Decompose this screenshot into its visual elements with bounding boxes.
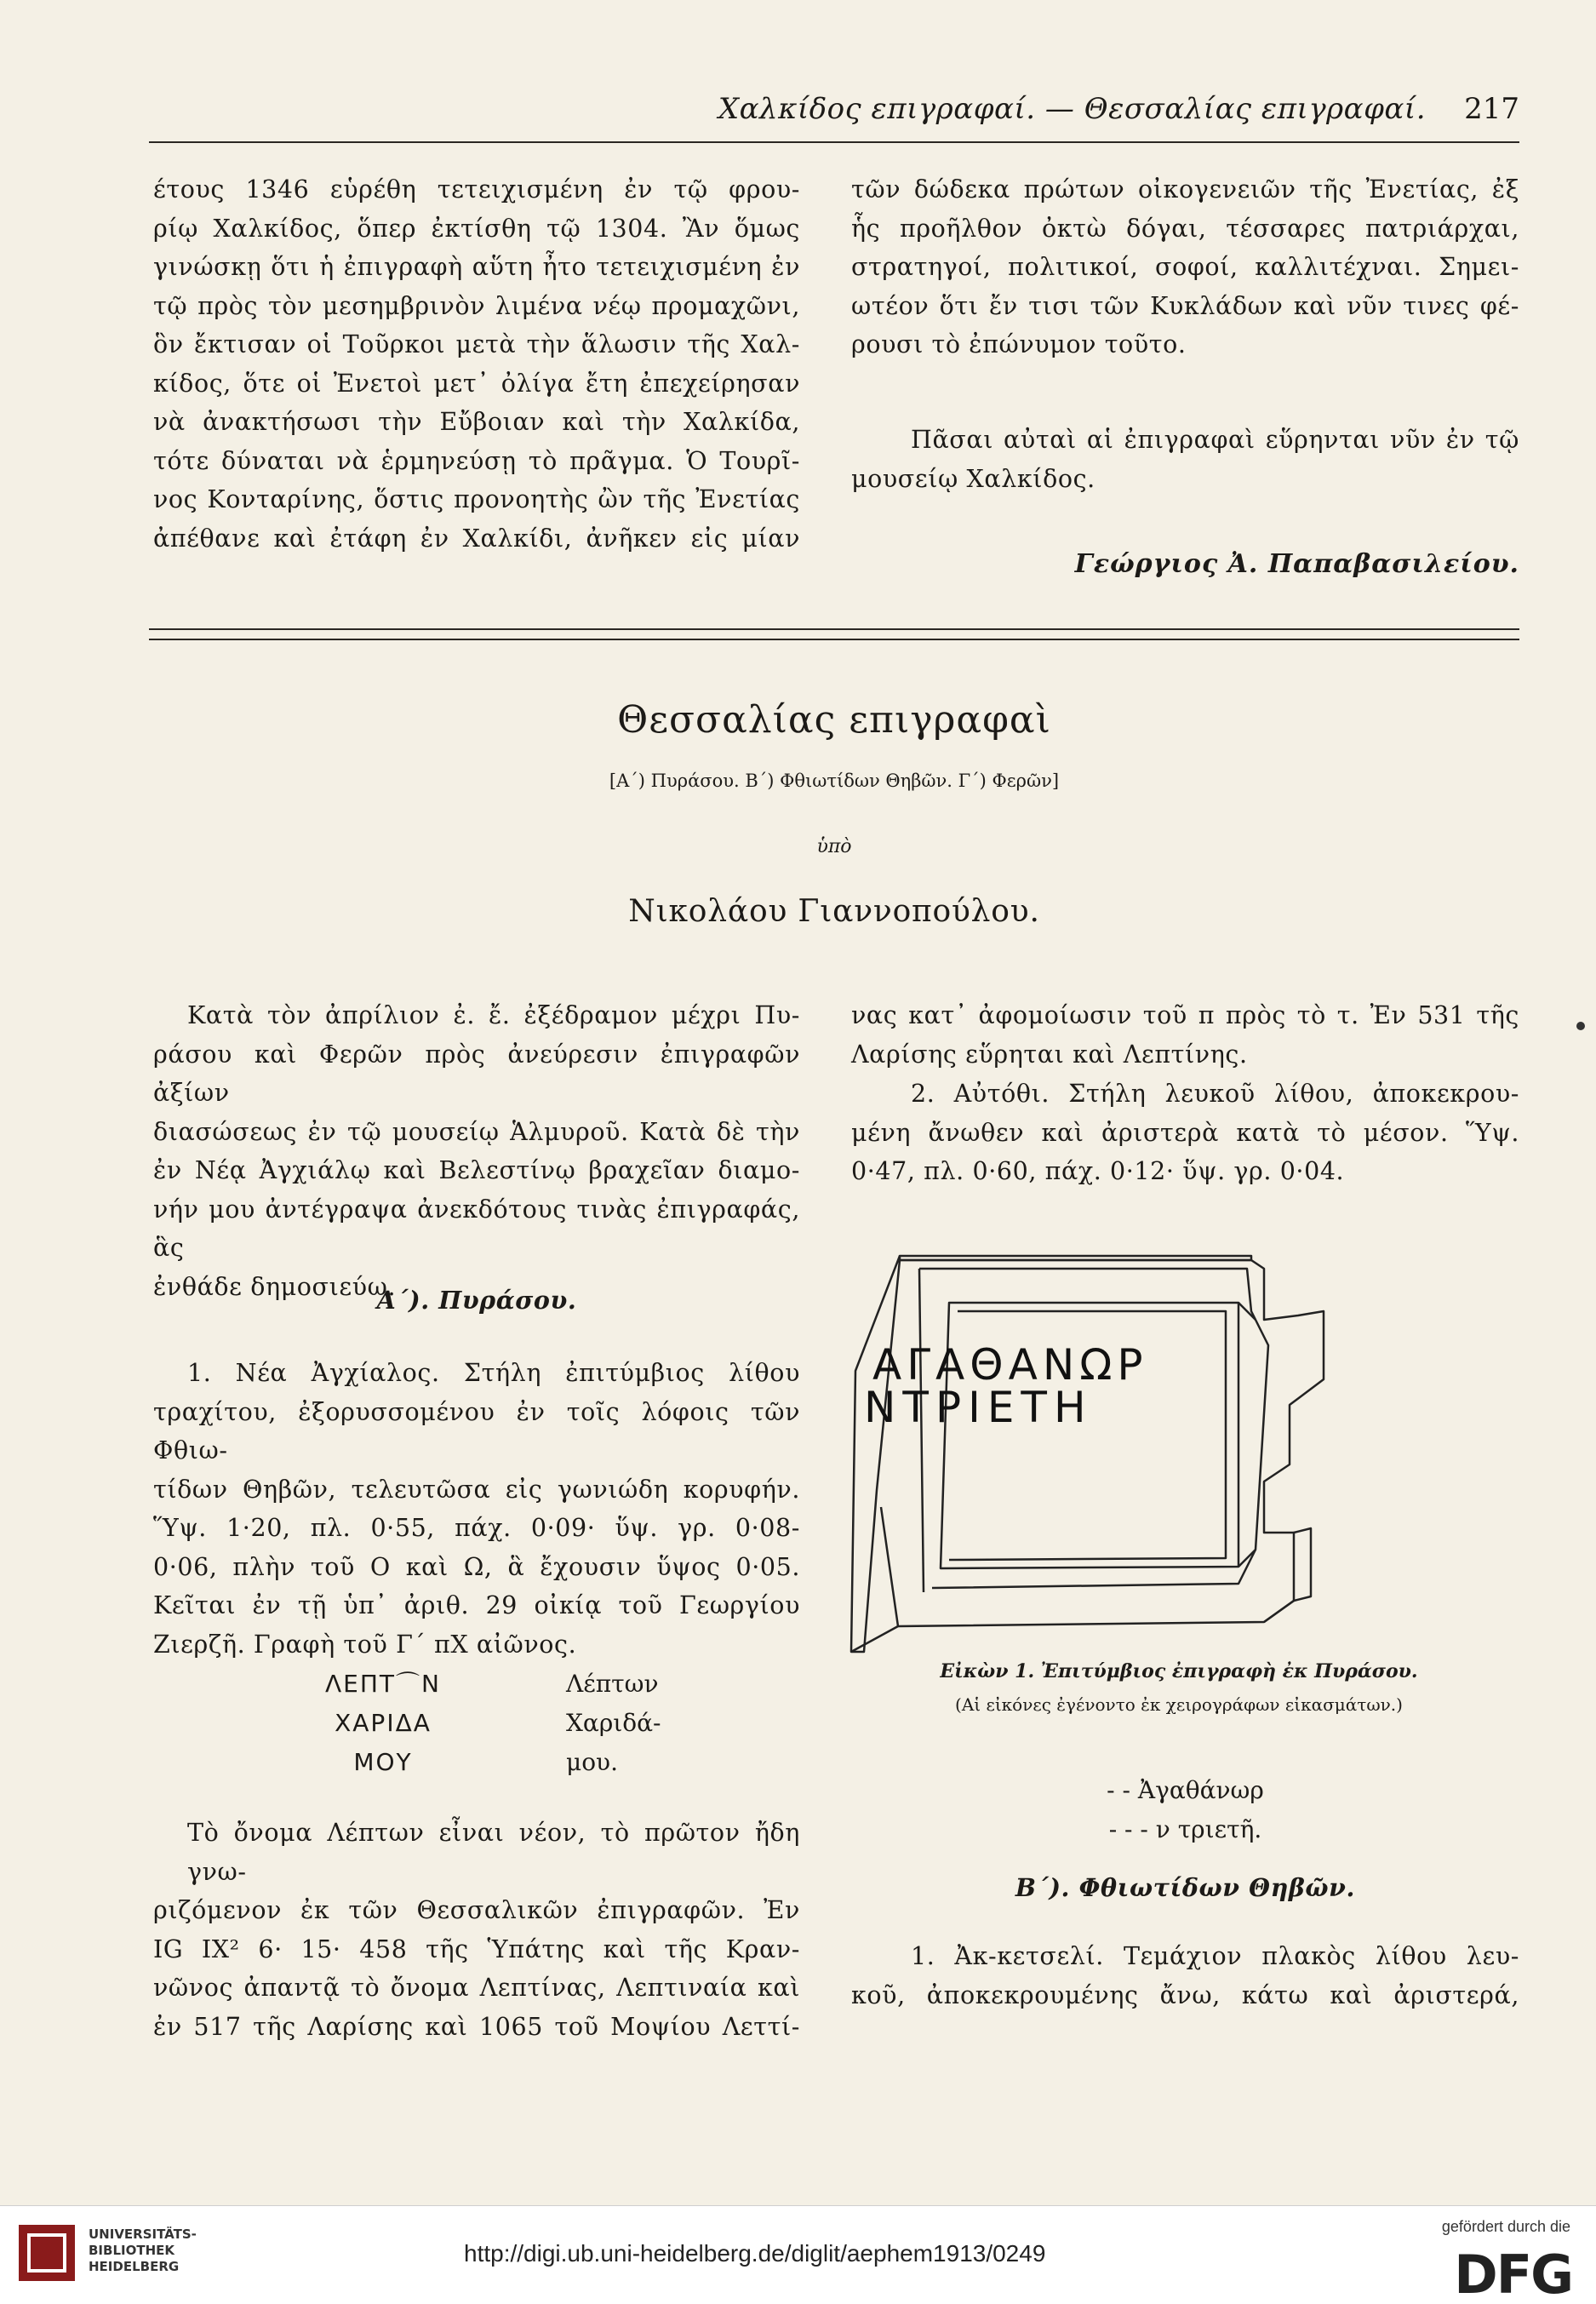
reading-line: - - - ν τριετῆ. [1108, 1815, 1262, 1843]
ink-dot [1576, 1022, 1585, 1030]
text-line: τῷ πρὸς τὸν μεσημβρινὸν λιμένα νέῳ προμαχῶνι, [153, 291, 800, 320]
article-title: Θεσσαλίας επιγραφαὶ [617, 698, 1051, 742]
text-line: ἧς προῆλθον ὀκτὼ δόγαι, τέσσαρες πατριάρχαι, [851, 214, 1519, 243]
text-line: κοῦ, ἀποκεκρουμένης ἄνω, κάτω καὶ ἀριστερά, [851, 1980, 1519, 2009]
library-name [89, 2227, 197, 2275]
text-line: μουσείῳ Χαλκίδος. [851, 464, 1095, 493]
figure-reading [851, 1771, 1519, 1849]
running-head [145, 92, 1519, 135]
text-line: γινώσκῃ ὅτι ἡ ἐπιγραφὴ αὕτη ἦτο τετειχισμένη ἐν [153, 253, 800, 281]
text-line: ράσου καὶ Φερῶν πρὸς ἀνεύρεσιν ἐπιγραφῶν ἀξίων [153, 1040, 800, 1107]
figure-note: (Αἱ εἰκόνες ἐγένοντο ἐκ χειρογράφων εἰκασμάτων.) [955, 1694, 1403, 1715]
text-line: Κατὰ τὸν ἀπρίλιον ἐ. ἔ. ἐξέδραμον μέχρι Πυ- [187, 1001, 800, 1029]
reading-line: Χαριδά- [566, 1709, 661, 1737]
text-line: κίδος, ὅτε οἱ Ἐνετοὶ μετ᾽ ὀλίγα ἔτη ἐπεχείρησαν [153, 369, 800, 398]
dfg-logo: DFG [1454, 2244, 1572, 2304]
stele-text-line-1: ΑΓΑΘΑΝΩΡ [872, 1340, 1148, 1390]
text-line: Πᾶσαι αὐταὶ αἱ ἐπιγραφαὶ εὕρηνται νῦν ἐν τῷ [911, 426, 1519, 454]
permalink-url[interactable]: http://digi.ub.uni-heidelberg.de/diglit/aephem1913/0249 [464, 2240, 1046, 2267]
figure-caption: Εἰκὼν 1. Ἐπιτύμβιος ἐπιγραφὴ ἐκ Πυράσου. [940, 1660, 1418, 1682]
text-line: νος Κονταρίνης, ὅστις προνοητὴς ὢν τῆς Ἐνετίας [153, 485, 800, 513]
page-number: 217 [1464, 92, 1519, 126]
inscription-transcription [298, 1665, 468, 1782]
text-line: Λαρίσης εὕρηται καὶ Λεπτίνης. [851, 1040, 1248, 1069]
text-line: ριζόμενον ἐκ τῶν Θεσσαλικῶν ἐπιγραφῶν. Ἐν [153, 1896, 800, 1924]
text-line: ρουσι τὸ ἐπώνυμον τοῦτο. [851, 330, 1187, 358]
entry-2 [851, 1075, 1519, 1191]
text-line: ἐνθάδε δημοσιεύω. [153, 1272, 397, 1301]
text-line: νὰ ἀνακτήσωσι τὴν Εὔβοιαν καὶ τὴν Χαλκίδα, [153, 408, 800, 436]
header-rule [149, 141, 1519, 143]
inscription-line: ΜΟΥ [353, 1748, 413, 1776]
entry-3 [851, 1937, 1519, 2015]
text-line: 0·06, πλὴν τοῦ Ο καὶ Ω, ἃ ἔχουσιν ὕψος 0·05. [153, 1552, 800, 1581]
text-line: στρατηγοί, πολιτικοί, σοφοί, καλλιτέχναι. Σημει- [851, 253, 1519, 281]
text-line: τίδων Θηβῶν, τελευτῶσα εἰς γωνιώδη κορυφήν. [153, 1475, 800, 1504]
inscription-line: ΧΑΡΙΔΑ [335, 1709, 432, 1737]
text-line: IG IX² 6· 15· 458 τῆς Ὑπάτης καὶ τῆς Κραν- [153, 1934, 800, 1963]
library-name-line: BIBLIOTHEK [89, 2243, 174, 2258]
text-line: Ζιερζῆ. Γραφὴ τοῦ Γ´ πΧ αἰῶνος. [153, 1630, 577, 1659]
top-left-column [153, 170, 800, 558]
text-line: Ὕψ. 1·20, πλ. 0·55, πάχ. 0·09· ὕψ. γρ. 0·08- [153, 1514, 800, 1542]
author-signature: Γεώργιος Ἀ. Παπαβασιλείου. [1074, 549, 1519, 579]
article-author: Νικολάου Γιαννοπούλου. [628, 894, 1040, 929]
library-name-line: UNIVERSITÄTS- [89, 2227, 197, 2242]
text-line: 1. Νέα Ἀγχίαλος. Στήλη ἐπιτύμβιος λίθου [187, 1359, 800, 1387]
text-line: τῶν δώδεκα πρώτων οἰκογενειῶν τῆς Ἐνετίας, ἐξ [851, 175, 1519, 203]
entry-1 [153, 1354, 800, 1664]
text-line: τραχίτου, ἐξορυσσομένου ἐν τοῖς λόφοις τῶν Φθιω- [153, 1397, 800, 1464]
viewer-footer [0, 2205, 1596, 2304]
funding-label: gefördert durch die [1441, 2218, 1570, 2235]
section-divider [149, 628, 1519, 640]
text-line: ἀπέθανε καὶ ἐτάφη ἐν Χαλκίδι, ἀνῆκεν εἰς μίαν [153, 524, 800, 553]
text-line: τότε δύναται νὰ ἑρμηνεύσῃ τὸ πρᾶγμα. Ὁ Τουρῖ- [153, 446, 800, 475]
text-line: ὃν ἔκτισαν οἱ Τοῦρκοι μετὰ τὴν ἅλωσιν τῆς Χαλ- [153, 330, 800, 358]
text-line: νήν μου ἀντέγραψα ἀνεκδότους τινὰς ἐπιγραφάς, ἃς [153, 1195, 800, 1262]
reading-line: - - Ἀγαθάνωρ [1107, 1776, 1264, 1804]
text-line: νῶνος ἀπαντᾷ τὸ ὄνομα Λεπτίνας, Λεπτιναία καὶ [153, 1974, 800, 2002]
stele-text-line-2: ΝΤΡΙΕΤΗ [864, 1383, 1093, 1432]
text-line: Τὸ ὄνομα Λέπτων εἶναι νέον, τὸ πρῶτον ἤδη γνω- [187, 1819, 800, 1886]
running-head-title: Χαλκίδος επιγραφαί. — Θεσσαλίας επιγραφαί. [718, 92, 1426, 126]
commentary-paragraph [153, 1814, 800, 2046]
inscription-reading [566, 1665, 661, 1782]
reading-line: Λέπτων [566, 1670, 659, 1698]
intro-paragraph [153, 996, 800, 1306]
text-line: έτους 1346 εὑρέθη τετειχισμένη ἐν τῷ φρου- [153, 175, 800, 203]
text-line: ωτέον ὅτι ἔν τισι τῶν Κυκλάδων καὶ νῦν τινες φέ- [851, 291, 1519, 320]
commentary-continued [851, 996, 1519, 1074]
text-line: Κεῖται ἐν τῇ ὑπ᾽ ἀριθ. 29 οἰκίᾳ τοῦ Γεωργίου [153, 1591, 800, 1619]
section-heading-a: Α´). Πυράσου. [376, 1286, 577, 1315]
article-byline-prefix: ὑπὸ [816, 836, 852, 857]
text-line: ἐν Νέᾳ Ἀγχιάλῳ καὶ Βελεστίνῳ βραχεῖαν διαμο- [153, 1156, 800, 1184]
text-line: διασώσεως ἐν τῷ μουσείῳ Ἁλμυροῦ. Κατὰ δὲ τὴν [153, 1117, 800, 1146]
stele-drawing [847, 1252, 1511, 1656]
inscription-line: ΛΕΠΤ⌒Ν [325, 1670, 441, 1698]
library-name-line: HEIDELBERG [89, 2259, 180, 2274]
text-line: μένη ἄνωθεν καὶ ἀριστερὰ κατὰ τὸ μέσον. Ὕψ. [851, 1118, 1519, 1147]
library-logo-icon [19, 2225, 75, 2281]
text-line: 0·47, πλ. 0·60, πάχ. 0·12· ὕψ. γρ. 0·04. [851, 1157, 1345, 1185]
text-line: ἐν 517 τῆς Λαρίσης καὶ 1065 τοῦ Μοψίου Λεττί- [153, 2012, 800, 2041]
section-heading-b: Β´). Φθιωτίδων Θηβῶν. [1015, 1873, 1356, 1902]
reading-line: μου. [566, 1748, 618, 1776]
article-subtitle: [Α´) Πυράσου. Β´) Φθιωτίδων Θηβῶν. Γ´) Φερῶν] [609, 771, 1060, 791]
top-right-column [851, 170, 1519, 364]
text-line: νας κατ᾽ ἀφομοίωσιν τοῦ π πρὸς τὸ τ. Ἐν 531 τῆς [851, 1001, 1519, 1029]
text-line: ρίῳ Χαλκίδος, ὅπερ ἐκτίσθη τῷ 1304. Ἂν ὅμως [153, 214, 800, 243]
text-line: 1. Ἀκ-κετσελί. Τεμάχιον πλακὸς λίθου λευ- [911, 1942, 1519, 1970]
top-right-paragraph-2 [851, 421, 1519, 498]
text-line: 2. Αὐτόθι. Στήλη λευκοῦ λίθου, ἀποκεκρου- [911, 1080, 1519, 1108]
